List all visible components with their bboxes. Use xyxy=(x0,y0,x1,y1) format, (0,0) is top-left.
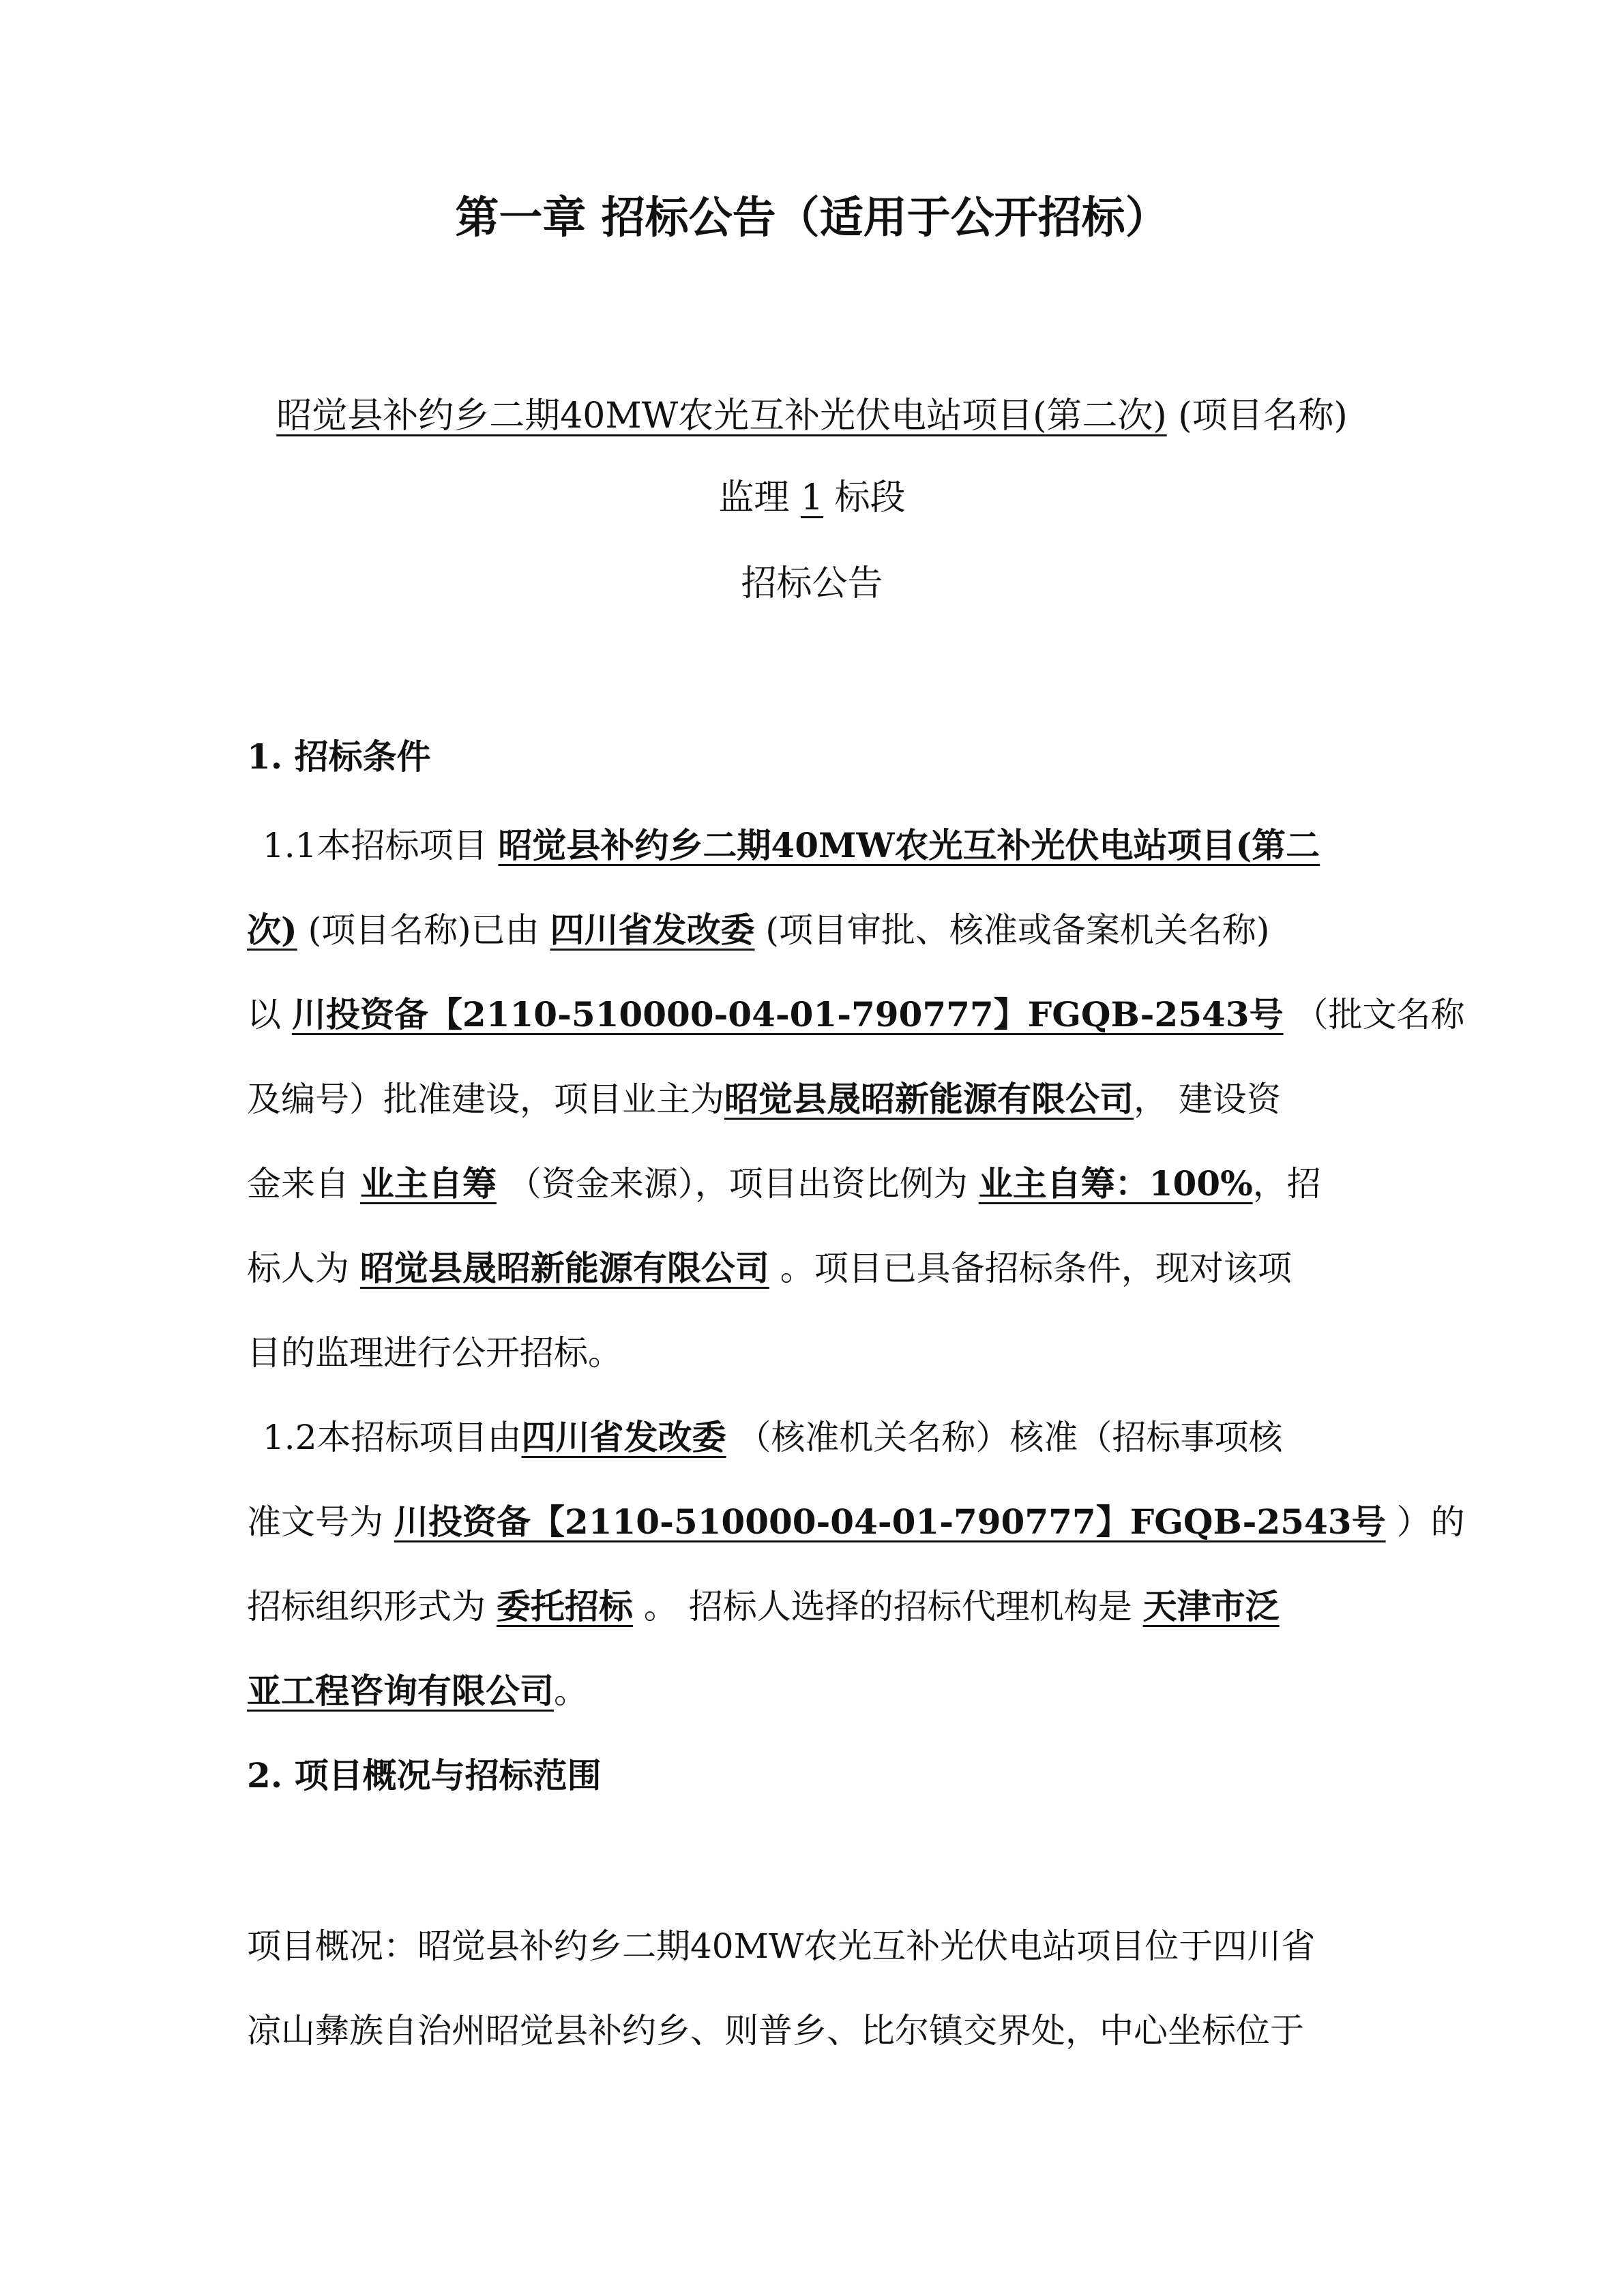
lot-suffix: 标段 xyxy=(834,477,906,518)
lot-line xyxy=(0,477,1624,518)
project-title xyxy=(0,396,1624,436)
tender-agency: 亚工程咨询有限公司 xyxy=(247,1671,554,1711)
text-run: 招标组织形式为 xyxy=(247,1587,497,1626)
tender-organization-form: 委托招标 xyxy=(496,1586,633,1626)
p11-line-6 xyxy=(247,1248,1292,1289)
text-run: ）的 xyxy=(1385,1502,1465,1542)
p11-line-5 xyxy=(247,1163,1321,1204)
approval-document-number: 川投资备【2110-510000-04-01-790777】FGQB-2543号 xyxy=(291,994,1284,1034)
text-run: 。项目已具备招标条件，现对该项 xyxy=(769,1249,1292,1288)
text-run: (项目审批、核准或备案机关名称) xyxy=(754,910,1270,950)
overview-line-2: 凉山彝族自治州昭觉县补约乡、则普乡、比尔镇交界处，中心坐标位于 xyxy=(247,2011,1304,2051)
text-run: 标人为 xyxy=(247,1249,360,1288)
p12-line-4 xyxy=(247,1671,588,1712)
funding-ratio: 业主自筹：100% xyxy=(978,1163,1253,1204)
approval-authority: 四川省发改委 xyxy=(550,910,755,950)
project-owner: 昭觉县晟昭新能源有限公司 xyxy=(724,1079,1134,1119)
funding-source: 业主自筹 xyxy=(359,1163,497,1204)
approval-authority: 四川省发改委 xyxy=(521,1417,726,1457)
p11-line-4 xyxy=(247,1079,1281,1120)
notice-label: 招标公告 xyxy=(741,563,883,604)
tender-agency: 天津市泛 xyxy=(1142,1586,1280,1626)
section1-heading: 1. 招标条件 xyxy=(247,736,431,777)
text-run: （核准机关名称）核准（招标事项核 xyxy=(726,1418,1283,1457)
text-run: (项目名称)已由 xyxy=(297,910,550,950)
section2-heading: 2. 项目概况与招标范围 xyxy=(247,1755,602,1795)
p12-line-2 xyxy=(247,1502,1464,1542)
text-run: 金来自 xyxy=(247,1164,360,1204)
text-run: ，招 xyxy=(1252,1164,1321,1204)
text-run: 以 xyxy=(247,995,292,1034)
p12-line-1 xyxy=(263,1417,1282,1458)
text-run: 1.1本招标项目 xyxy=(263,826,499,865)
text-run: （批文名称 xyxy=(1283,995,1465,1034)
text-run: ， 建设资 xyxy=(1134,1079,1281,1119)
p11-line-7: 目的监理进行公开招标。 xyxy=(247,1333,622,1373)
chapter-title: 第一章 招标公告（适用于公开招标） xyxy=(455,192,1169,243)
lot-prefix: 监理 xyxy=(718,477,790,518)
p11-line-2 xyxy=(247,910,1269,951)
project-name-inline: 昭觉县补约乡二期40MW农光互补光伏电站项目(第二 xyxy=(498,825,1320,865)
text-run: 1.2本招标项目由 xyxy=(263,1418,522,1457)
tenderer-name: 昭觉县晟昭新能源有限公司 xyxy=(359,1248,769,1288)
text-run: 及编号）批准建设，项目业主为 xyxy=(247,1079,724,1119)
project-name: 昭觉县补约乡二期40MW农光互补光伏电站项目(第二次) xyxy=(276,396,1167,436)
text-run: 。 招标人选择的招标代理机构是 xyxy=(632,1587,1143,1626)
lot-number: 1 xyxy=(800,477,824,518)
p11-line-3 xyxy=(247,994,1464,1035)
p11-line-1 xyxy=(263,825,1320,866)
project-name-suffix: (项目名称) xyxy=(1178,396,1348,436)
approval-document-number: 川投资备【2110-510000-04-01-790777】FGQB-2543号 xyxy=(394,1502,1386,1542)
text-run: 。 xyxy=(554,1671,588,1711)
text-run: 准文号为 xyxy=(247,1502,394,1542)
p12-line-3 xyxy=(247,1586,1280,1627)
project-name-inline: 次) xyxy=(247,910,297,950)
overview-line-1: 项目概况：昭觉县补约乡二期40MW农光互补光伏电站项目位于四川省 xyxy=(247,1926,1316,1966)
text-run: （资金来源），项目出资比例为 xyxy=(496,1164,979,1204)
